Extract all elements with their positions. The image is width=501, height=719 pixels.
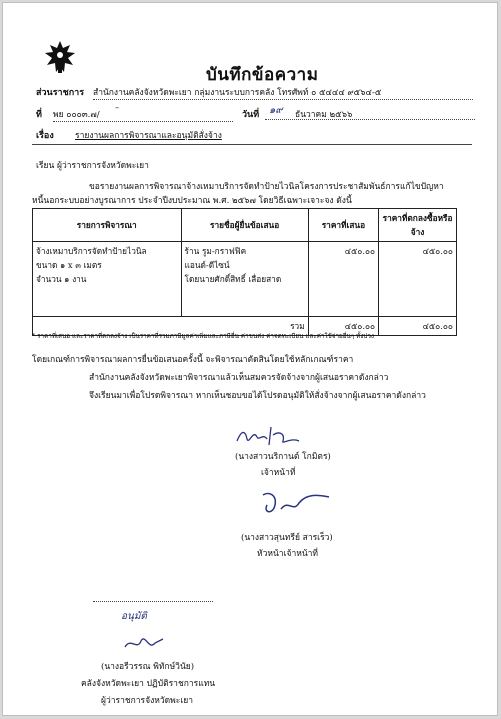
subject-label: เรื่อง bbox=[36, 131, 54, 141]
item-line: ขนาด ๑ x ๓ เมตร bbox=[36, 260, 102, 270]
total-offered: ๔๕๐.๐๐ bbox=[308, 317, 378, 336]
body-line-2: สำนักงานคลังจังหวัดพะเยาพิจารณาแล้วเห็นสมควรจัดจ้างจากผู้เสนอราคาดังกล่าว bbox=[89, 373, 389, 383]
header-rule bbox=[32, 144, 472, 145]
total-agreed: ๔๕๐.๐๐ bbox=[379, 317, 457, 336]
quote-table bbox=[32, 208, 457, 336]
date-rest: ธันวาคม ๒๕๖๖ bbox=[295, 110, 353, 120]
vendor-cell bbox=[181, 242, 308, 317]
ref-label: ที่ bbox=[36, 110, 42, 120]
vendor-line: ร้าน รูม-กราฟฟิค bbox=[184, 246, 247, 256]
approval-position-2: ผู้ว่าราชการจังหวัดพะเยา bbox=[101, 696, 193, 706]
intro-line-2: หนี้นอกระบบอย่างบูรณาการ ประจำปีงบประมาณ พ.ศ. ๒๕๖๗ โดยวิธีเฉพาะเจาะจง ดังนี้ bbox=[32, 196, 352, 206]
approval-dotline bbox=[93, 601, 213, 602]
agency-value: สำนักงานคลังจังหวัดพะเยา กลุ่มงานระบบการคลัง โทรศัพท์ ๐ ๕๔๔๔ ๙๕๖๔-๕ bbox=[93, 85, 473, 100]
body-line-3: จึงเรียนมาเพื่อโปรดพิจารณา หากเห็นชอบขอได้โปรดอนุมัติให้สั่งจ้างจากผู้เสนอราคาดังกล่าว bbox=[89, 391, 426, 401]
agreed-price: ๔๕๐.๐๐ bbox=[379, 242, 457, 317]
signer-1-name: (นางสาวนริกานต์ โกมิตร) bbox=[235, 452, 331, 462]
date-day-handwritten: ๑๙ bbox=[269, 105, 283, 116]
garuda-emblem-icon bbox=[43, 39, 77, 75]
offered-price: ๔๕๐.๐๐ bbox=[308, 242, 378, 317]
ref-value: พย ๐๐๐๓.๗/ bbox=[53, 107, 233, 122]
body-line-1: โดยเกณฑ์การพิจารณาผลการยื่นข้อเสนอครั้งนี้ จะพิจารณาตัดสินโดยใช้หลักเกณฑ์ราคา bbox=[32, 355, 354, 365]
ref-handwritten-mark: – bbox=[115, 103, 120, 113]
signer-2-name: (นางสาวสุนทรีย์ สารเร็ว) bbox=[241, 533, 333, 543]
subject-value: รายงานผลการพิจารณาและอนุมัติสั่งจ้าง bbox=[75, 131, 222, 141]
col-header-vendor: รายชื่อผู้ยื่นข้อเสนอ bbox=[181, 209, 308, 242]
salutation: เรียน ผู้ว่าราชการจังหวัดพะเยา bbox=[36, 161, 149, 171]
vendor-line: โดยนายศักดิ์สิทธิ์ เลื่อยสาด bbox=[184, 274, 282, 284]
total-label: รวม bbox=[181, 317, 308, 336]
signature-1-icon bbox=[233, 423, 303, 449]
vendor-line: แอนด์-ดีไซน์ bbox=[184, 260, 230, 270]
memo-page bbox=[2, 2, 498, 716]
col-header-offered: ราคาที่เสนอ bbox=[308, 209, 378, 242]
table-row bbox=[33, 242, 457, 317]
signature-2-icon bbox=[259, 489, 333, 521]
approval-position-1: คลังจังหวัดพะเยา ปฏิบัติราชการแทน bbox=[81, 679, 216, 689]
col-header-item: รายการพิจารณา bbox=[33, 209, 182, 242]
table-header-row bbox=[33, 209, 457, 242]
agency-label: ส่วนราชการ bbox=[36, 88, 85, 98]
approval-name: (นางอรีวรรณ พิทักษ์วินัย) bbox=[101, 662, 195, 672]
signer-1-position: เจ้าหน้าที่ bbox=[261, 468, 296, 478]
intro-line-1: ขอรายงานผลการพิจารณาจ้างเหมาบริการจัดทำป้ายไวนิลโครงการประชาสัมพันธ์การแก้ไขปัญหา bbox=[89, 182, 444, 192]
footnote: * ราคาที่เสนอ และราคาที่ตกลงจ้าง เป็นราคาที่รวมภาษีมูลค่าเพิ่มและภาษีอื่น ค่าขนส่ง ค่าจดทะเบียน และค่าใช้จ่ายอื่นๆ ทั้งปวง bbox=[32, 333, 375, 340]
item-line: จ้างเหมาบริการจัดทำป้ายไวนิล bbox=[36, 246, 147, 256]
date-dotline bbox=[265, 107, 475, 120]
item-line: จำนวน ๑ งาน bbox=[36, 274, 87, 284]
memo-title: บันทึกข้อความ bbox=[206, 65, 319, 85]
signer-2-position: หัวหน้าเจ้าหน้าที่ bbox=[257, 549, 319, 559]
approval-handwritten: อนุมัติ bbox=[121, 611, 147, 622]
signature-3-icon bbox=[121, 631, 167, 655]
date-label: วันที่ bbox=[242, 110, 260, 120]
item-cell bbox=[33, 242, 182, 317]
col-header-agreed: ราคาที่ตกลงซื้อหรือจ้าง bbox=[379, 209, 457, 242]
